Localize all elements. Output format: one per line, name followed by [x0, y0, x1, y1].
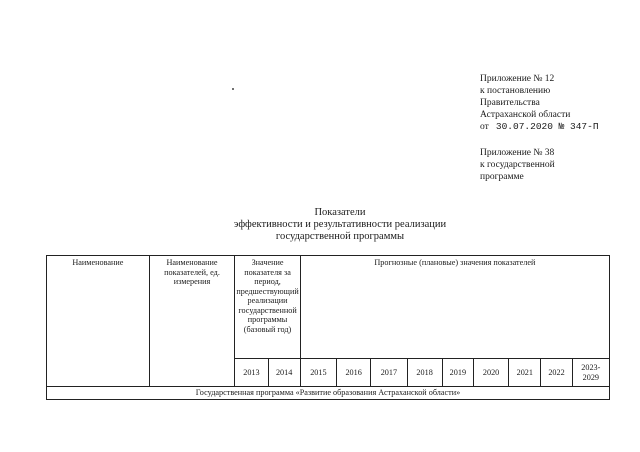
title-line: эффективности и результативности реализации: [233, 219, 447, 230]
appendix-line: к государственной: [480, 160, 555, 170]
header-base-value: Значение показателя за период, предшествующий реализации государственной программы (базовый год): [235, 256, 300, 359]
year-cell: 2015: [300, 359, 336, 387]
title-line: государственной программы: [275, 231, 405, 242]
appendix-line: Приложение № 38: [480, 148, 555, 158]
header-forecast: Прогнозные (плановые) значения показателей: [300, 256, 609, 359]
appendix-date-line: [480, 121, 599, 133]
appendix-program-header: [480, 147, 555, 183]
scan-speck: [232, 88, 234, 90]
year-cell: 2018: [407, 359, 442, 387]
appendix-line: Правительства: [480, 98, 540, 108]
appendix-header: [480, 73, 599, 133]
year-cell: 2016: [337, 359, 371, 387]
appendix-line: программе: [480, 172, 524, 182]
document-title: [150, 207, 530, 243]
title-line: Показатели: [314, 207, 366, 218]
indicators-table: [46, 255, 610, 400]
year-cell: 2019: [442, 359, 473, 387]
appendix-line: к постановлению: [480, 86, 551, 96]
date-value: 30.07.2020 № 347-П: [495, 121, 599, 132]
header-indicator: Наименование показателей, ед. измерения: [149, 256, 235, 387]
year-cell: 2020: [473, 359, 508, 387]
year-cell: 2021: [509, 359, 541, 387]
appendix-line: Приложение № 12: [480, 74, 555, 84]
date-prefix: от: [480, 122, 489, 132]
year-cell: 2017: [371, 359, 407, 387]
year-cell: 2022: [541, 359, 572, 387]
program-row: Государственная программа «Развитие образования Астраханской области»: [47, 387, 610, 400]
year-cell: 2013: [235, 359, 268, 387]
appendix-line: Астраханской области: [480, 110, 571, 120]
header-name: Наименование: [47, 256, 150, 387]
year-cell: 2014: [268, 359, 300, 387]
year-cell: 2023-2029: [572, 359, 609, 387]
